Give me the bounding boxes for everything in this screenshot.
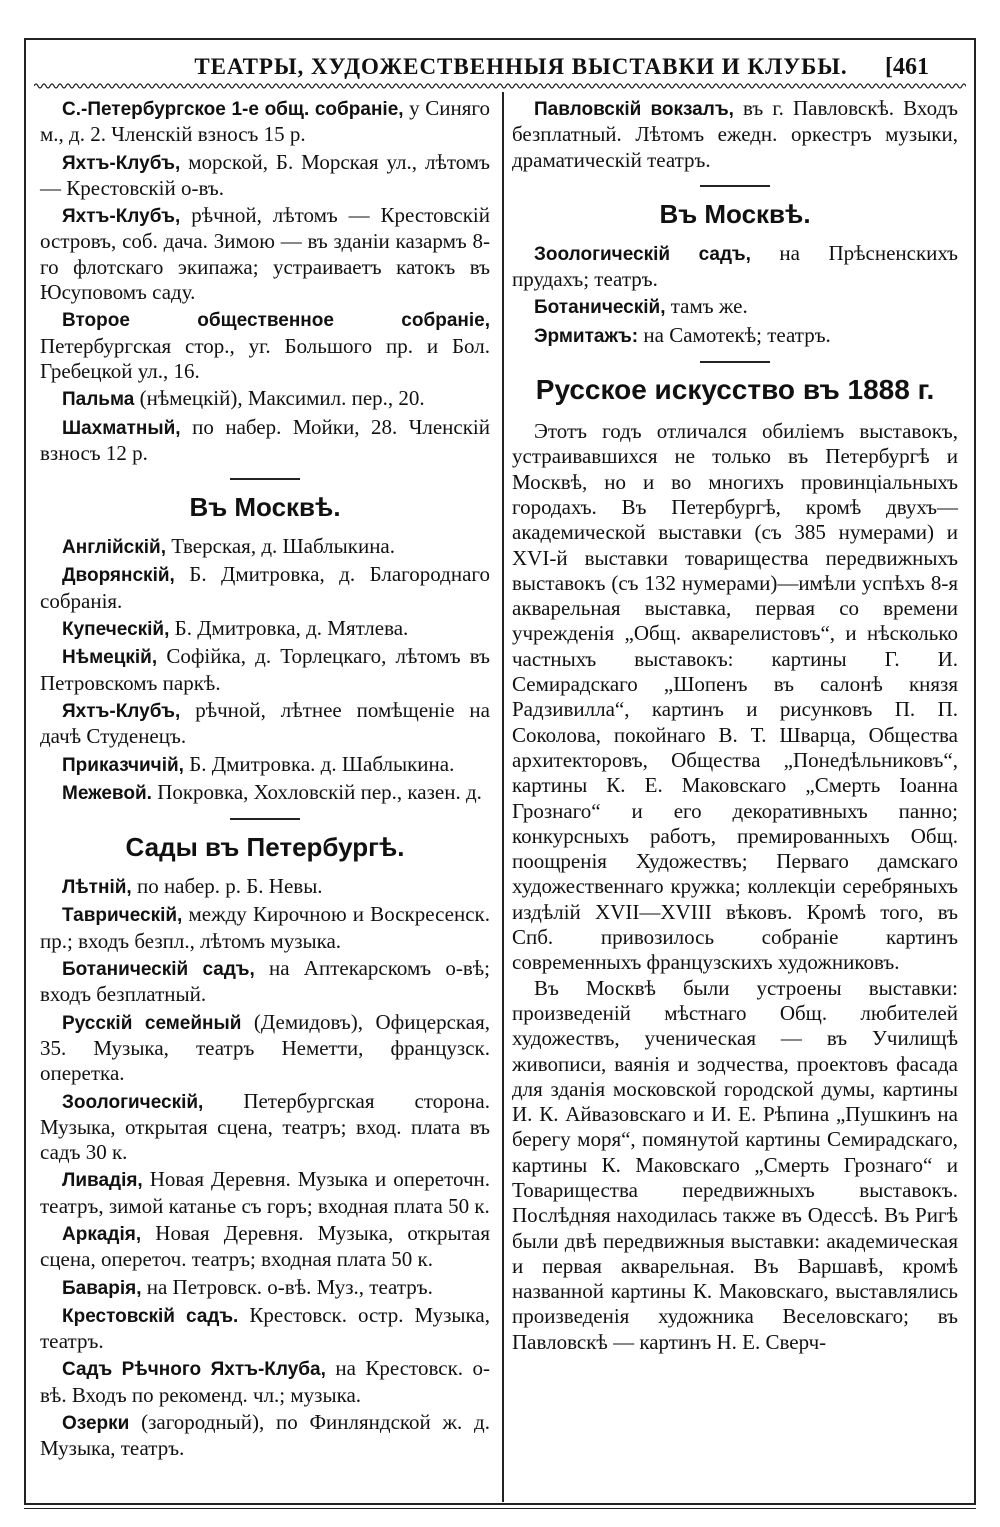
section-heading-gardens: Сады въ Петербургѣ. [125,832,405,863]
entry-text: Б. Дмитровка, д. Благороднаго собранія. [40,562,490,613]
list-item [512,241,958,293]
entry-text: (загородный), по Финляндской ж. д. Музыка, театръ. [40,1410,490,1461]
list-item [40,386,490,412]
entry-name: Яхтъ-Клубъ, [62,700,181,722]
entry-name: Яхтъ-Клубъ, [62,152,181,174]
list-item [40,902,490,954]
entry-name: Ботаническій садъ, [62,959,255,981]
entry-text: (Демидовъ), Офицерская, 35. Музыка, театръ Неметти, французск. оперетка. [40,1009,491,1086]
entry-text: Софійка, д. Торлецкаго, лѣтомъ въ Петровскомъ паркѣ. [40,644,490,695]
section-divider [700,361,770,363]
entry-name: Аркадія, [62,1223,142,1245]
list-item [40,644,490,696]
list-item [40,1303,490,1355]
section-divider [700,185,770,187]
list-item [40,1410,490,1462]
list-item [40,1167,490,1219]
entry-text: Тверская, д. Шаблыкина. [165,534,396,559]
entry-text: Петербургская сторона. Музыка, открытая сцена, театръ; вход. плата въ садъ 30 к. [40,1088,490,1165]
entry-name: Яхтъ-Клубъ, [62,206,181,228]
entry-text: по набер. р. Б. Невы. [131,874,323,899]
entry-text: Петербургская стор., уг. Большого пр. и Бол. Гребецкой ул., 16. [40,333,490,383]
entry-name: Эрмитажъ: [534,325,639,347]
left-column [40,96,490,1464]
entry-name: Ливадія, [62,1170,143,1192]
entry-text: Б. Дмитровка. д. Шаблыкина. [183,751,455,776]
entry-name: Пальма [62,389,135,411]
entry-text: рѣчной, лѣтомъ — Крестовскій островъ, соб. дача. Зимою — въ зданіи казармъ 8-го флотскаго экипажа; устраиваетъ катокъ въ Юсуповомъ саду. [40,203,490,305]
list-item [40,1010,490,1087]
section-heading-moscow-clubs: Въ Москвѣ. [189,492,341,523]
list-item [40,1089,490,1166]
list-item [40,698,490,750]
list-item [40,415,490,467]
list-item [40,1221,490,1273]
entry-name: Купеческій, [62,619,170,641]
list-item [40,562,490,614]
entry-text: по набер. Мойки, 28. Членскій взносъ 12 р. [40,414,490,465]
entry-text: на Аптекарскомъ о-вѣ; входъ безплатный. [40,956,490,1007]
list-item [512,294,958,320]
entry-text: въ г. Павловскѣ. Входъ безплатный. Лѣтомъ ежедн. оркестръ музыки, драматическій театръ. [512,96,959,172]
entry-name: Баварія, [62,1277,142,1299]
entry-text: на Петровск. о-вѣ. Муз., театръ. [141,1274,433,1299]
entry-name: Ботаническій, [534,297,666,319]
list-item [40,874,490,900]
entry-text: (нѣмецкій), Максимил. пер., 20. [134,386,425,411]
entry-name: Таврическій, [62,905,183,927]
entry-text: Крестовск. остр. Музыка, театръ. [40,1302,490,1354]
entry-text: на Крестовск. о-вѣ. Входъ по рекоменд. чл.; музыка. [40,1356,490,1407]
list-item [40,780,490,806]
list-item [40,307,490,384]
entry-name: Русскій семейный [62,1012,242,1034]
entry-name: Второе общественное собраніе, [62,310,490,332]
list-item [40,616,490,642]
entry-text: Б. Дмитровка, д. Мятлева. [169,616,409,641]
entry-name: Шахматный, [62,417,181,439]
entry-text: на Прѣсненскихъ прудахъ; театръ. [512,240,958,292]
page-number: [461 [885,54,929,80]
article-paragraph: Въ Москвѣ были устроены выставки: произведеній мѣстнаго Общ. любителей художествъ, ученическая — въ Училищѣ живописи, ваянія и зодчества, проектовъ фасада для зданія московской городской думы, картины И. К. Айвазовскаго и И. Е. Рѣпина „Пушкинъ на берегу моря“, помянутой картины Семирадскаго, картины К. Маковскаго „Смерть Грознаго“ и Товарищества передвижныхъ выставокъ. Послѣдняя находилась также въ Одессѣ. Въ Ригѣ были двѣ передвижныя выставки: академическая и первая акварельная. Въ Варшавѣ, кромѣ названной картины К. Маковскаго, выставлялись произведенія художника Веселовскаго; въ Павловскѣ — картинъ Н. Е. Сверч- [512,975,958,1354]
right-column [512,96,958,1355]
list-item [40,96,490,148]
entry-name: Приказчичій, [62,754,184,776]
entry-name: Дворянскій, [62,565,175,587]
article-paragraph: Этотъ годъ отличался обиліемъ выставокъ, устраивавшихся не только въ Петербургѣ и Москвѣ, но и во многихъ провинціальныхъ городахъ. Въ Петербургѣ, кромѣ двухъ—академической выставки (съ 385 нумерами) и XVI-й выставки товарищества передвижныхъ выставокъ (съ 132 нумерами)—имѣли успѣхъ 8-я акварельная выставка, первая со времени учрежденія „Общ. акварелистовъ“, и нѣсколько частныхъ выставокъ: картины Г. И. Семирадскаго „Шопенъ въ салонѣ князя Радзивилла“, картинъ и рисунковъ П. П. Соколова, покойнаго В. Т. Шварца, Общества архитекторовъ, Общества „Понедѣльниковъ“, картины К. Е. Маковскаго „Смерть Іоанна Грознаго“ и его декоративныхъ панно; конкурсныхъ работъ, премированныхъ Общ. поощренія Художествъ; Перваго дамскаго художественнаго кружка; коллекціи серебряныхъ издѣлій XVII—XVIII вѣковъ. Кромѣ того, въ Спб. привозилось собраніе картинъ современныхъ французскихъ художниковъ. [512,419,958,975]
bottom-rule [24,1508,976,1509]
entry-text: тамъ же. [665,294,748,319]
entry-text: Новая Деревня. Музыка и опереточн. театръ, зимой катанье съ горъ; входная плата 50 к. [40,1167,490,1218]
entry-name: Англійскій, [62,537,166,559]
section-divider [230,818,300,820]
entry-name: С.-Петербургское 1-е общ. собраніе, [62,99,404,120]
entry-name: Озерки [62,1413,130,1435]
section-divider [230,478,300,480]
entry-text: на Самотекѣ; театръ. [638,322,831,347]
list-item [512,96,958,173]
clubs-moscow-list [40,534,490,806]
wavy-rule [34,82,966,90]
list-item [40,150,490,202]
section-heading-russian-art: Русское искусство въ 1888 г. [535,374,935,406]
list-item [40,956,490,1008]
entry-name: Зоологическій садъ, [534,243,751,265]
list-item [40,534,490,560]
entry-name: Садъ Рѣчного Яхтъ-Клуба, [62,1359,326,1381]
header-title: ТЕАТРЫ, ХУДОЖЕСТВЕННЫЯ ВЫСТАВКИ И КЛУБЫ. [194,54,848,79]
column-divider [502,92,504,1502]
entry-text: у Синяго м., д. 2. Членскій взносъ 15 р. [40,96,491,147]
list-item [40,1275,490,1301]
entry-text: между Кирочною и Воскресенск. пр.; входъ безпл., лѣтомъ музыка. [40,902,490,953]
entry-name: Нѣмецкій, [62,647,158,669]
entry-name: Зоологическій, [62,1091,204,1113]
entry-name: Павловскій вокзалъ, [534,99,734,120]
list-item [512,323,958,349]
entry-name: Крестовскій садъ. [62,1305,239,1327]
gardens-moscow-list [512,241,958,349]
entry-name: Лѣтній, [62,877,132,899]
gardens-list [40,874,490,1462]
list-item [40,1356,490,1408]
entry-text: Покровка, Хохловскій пер., казен. д. [151,779,482,804]
entry-text: морской, Б. Морская ул., лѣтомъ — Крестовскій о-въ. [40,149,490,200]
entry-text: рѣчной, лѣтнее помѣщеніе на дачѣ Студенецъ. [40,697,490,749]
entry-text: Новая Деревня. Музыка, открытая сцена, опереточ. театръ; входная плата 50 к. [40,1220,490,1272]
clubs-petersburg-list [40,96,490,466]
list-item [40,752,490,778]
entry-name: Межевой. [62,782,152,804]
section-heading-moscow-gardens: Въ Москвѣ. [659,198,811,229]
list-item [40,203,490,305]
